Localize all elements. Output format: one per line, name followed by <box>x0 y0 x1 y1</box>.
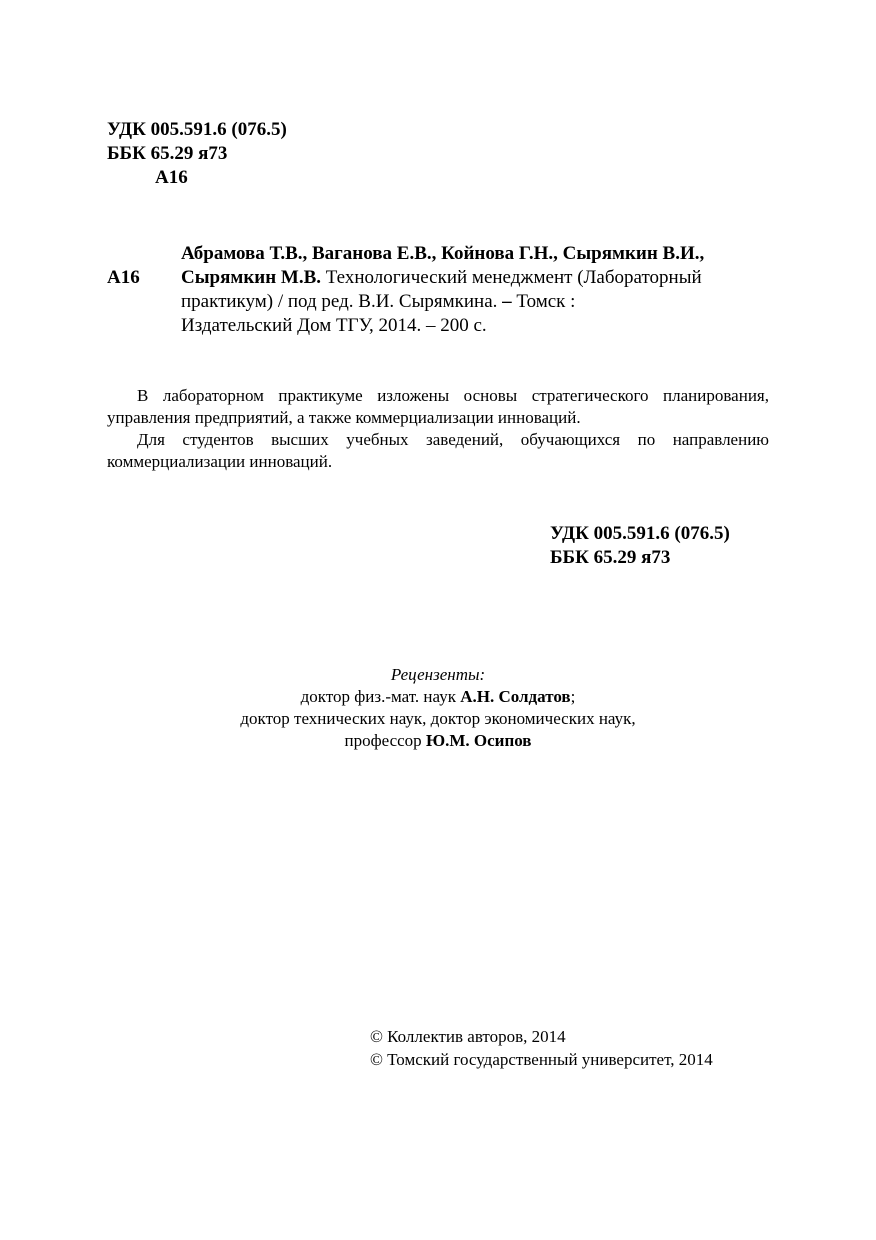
bbk-code-right: ББК 65.29 я73 <box>550 547 671 568</box>
annotation-paragraph-2: Для студентов высших учебных заведений, обучающихся по направлению коммерциализации инноваций. <box>107 430 769 471</box>
book-title-start: Технологический менеджмент (Лабораторный <box>321 267 702 288</box>
dash: – <box>502 291 512 312</box>
copyright-authors: © Коллектив авторов, 2014 <box>370 1027 566 1046</box>
authors-line: Абрамова Т.В., Ваганова Е.В., Койнова Г.Н., Сырямкин В.И., <box>181 243 705 264</box>
title-line-1 <box>181 266 771 290</box>
udk-code: УДК 005.591.6 (076.5) <box>107 119 287 140</box>
reviewer-1 <box>107 686 769 708</box>
reviewers-heading: Рецензенты: <box>390 665 486 684</box>
publication-city: Томск : <box>511 291 576 312</box>
reviewer-1-punct: ; <box>570 687 576 706</box>
reviewer-1-degree: доктор физ.-мат. наук <box>300 687 461 706</box>
reviewers-block <box>107 664 769 752</box>
udk-code-right: УДК 005.591.6 (076.5) <box>550 523 730 544</box>
bibliographic-author-sign: А16 <box>107 267 140 288</box>
publisher-line: Издательский Дом ТГУ, 2014. – 200 с. <box>181 315 487 336</box>
reviewer-2-name: Ю.М. Осипов <box>425 731 532 750</box>
last-author: Сырямкин М.В. <box>181 267 322 288</box>
title-line-2 <box>181 290 771 314</box>
reviewer-1-name: А.Н. Солдатов <box>460 687 571 706</box>
reviewer-2 <box>107 730 769 752</box>
copyright-block <box>370 1025 713 1071</box>
annotation-paragraph-1: В лабораторном практикуме изложены основы стратегического планирования, управления предприятий, а также коммерциализации инноваций. <box>107 386 769 427</box>
classification-block-right <box>550 522 730 570</box>
copyright-university: © Томский государственный университет, 2014 <box>370 1050 713 1069</box>
book-title-end: практикум) / под ред. В.И. Сырямкина. <box>181 291 503 312</box>
reviewer-2-degrees: доктор технических наук, доктор экономических наук, <box>240 709 636 728</box>
annotation <box>107 385 769 473</box>
author-sign: А16 <box>155 167 188 188</box>
reviewer-2-rank: профессор <box>344 731 426 750</box>
bibliographic-record <box>181 242 771 338</box>
classification-block-top <box>107 118 287 190</box>
bbk-code: ББК 65.29 я73 <box>107 143 228 164</box>
